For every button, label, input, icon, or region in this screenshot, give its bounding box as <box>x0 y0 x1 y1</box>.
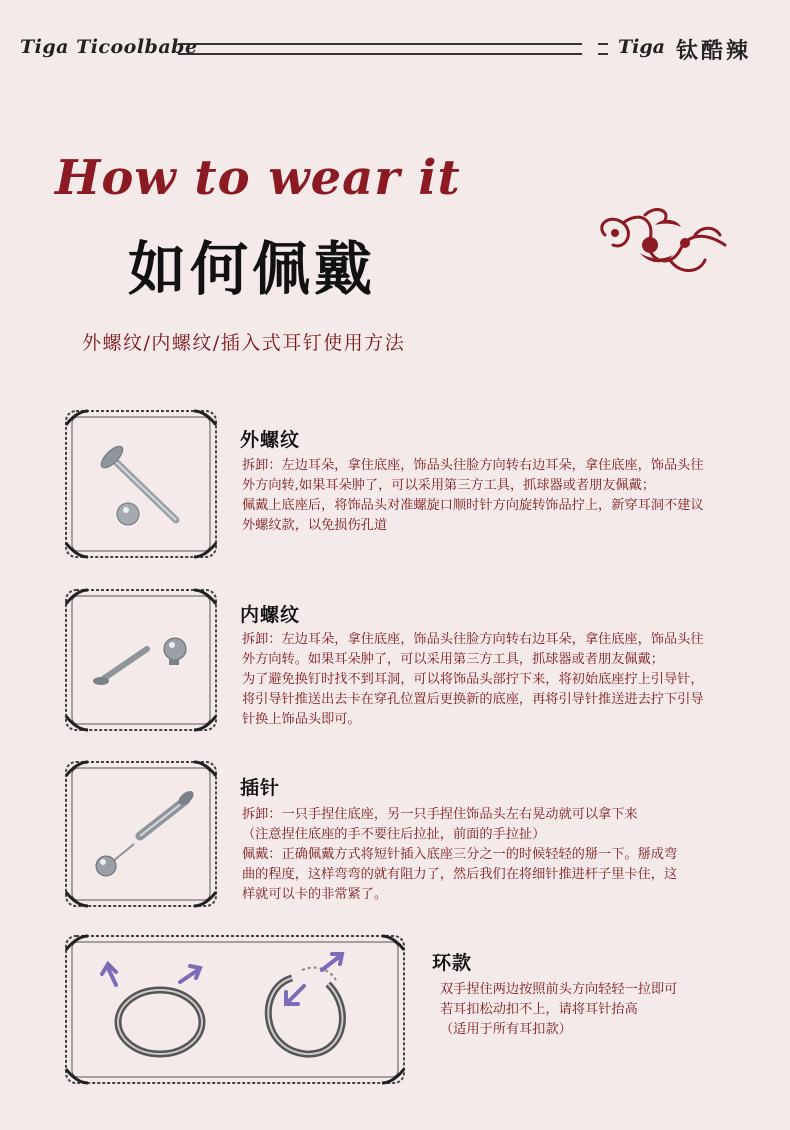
section-body-internal-thread <box>242 630 762 730</box>
image-frame-push-pin <box>62 758 220 910</box>
instruction-line: 为了避免换钉时找不到耳洞，可以将饰品头部拧下来，将初始底座拧上引导针， <box>242 672 704 687</box>
image-frame-internal-thread <box>62 586 220 734</box>
push-pin-earring-icon <box>82 780 202 890</box>
page-title-cn: 如何佩戴 <box>128 235 377 303</box>
instruction-line: 外方向转,如果耳朵肿了，可以采用第三方工具，抓球器或者朋友佩戴； <box>242 478 656 493</box>
internal-thread-earring-icon <box>87 621 197 701</box>
instruction-line: 将引导针推送出去卡在穿孔位置后更换新的底座，再将引导针推送进去拧下引导 <box>242 692 704 707</box>
section-body-external-thread <box>242 456 762 536</box>
section-title-hoop: 环款 <box>432 952 473 974</box>
header <box>0 0 790 80</box>
brand-logo-right-cn: 钛酷辣 <box>676 38 752 64</box>
ornament-flourish-icon <box>585 205 735 280</box>
brand-logo-right-en: Tiga <box>618 36 665 58</box>
section-body-hoop <box>440 980 760 1040</box>
header-divider-short <box>598 43 608 55</box>
instruction-line: 拆卸：一只手捏住底座，另一只手捏住饰品头左右晃动就可以拿下来 <box>242 807 638 822</box>
instruction-line: 外螺纹款，以免损伤孔道 <box>242 518 388 533</box>
instruction-line: 拆卸：左边耳朵，拿住底座，饰品头往脸方向转右边耳朵，拿住底座，饰品头往 <box>242 458 704 473</box>
brand-logo-left: Tiga Ticoolbabe <box>20 36 198 58</box>
instruction-line: （适用于所有耳扣款） <box>440 1022 572 1037</box>
image-frame-external-thread <box>62 407 220 561</box>
section-title-external-thread: 外螺纹 <box>240 429 301 451</box>
page-title-en: How to wear it <box>55 150 461 206</box>
instruction-line: 若耳扣松动扣不上，请将耳针抬高 <box>440 1002 638 1017</box>
instruction-line: 双手捏住两边按照前头方向轻轻一拉即可 <box>440 982 678 997</box>
instruction-line: 样就可以卡的非常紧了。 <box>242 887 388 902</box>
external-thread-earring-icon <box>92 432 192 532</box>
subtitle: 外螺纹/内螺纹/插入式耳钉使用方法 <box>82 332 406 354</box>
header-divider <box>178 43 582 55</box>
instruction-line: （注意捏住底座的手不要往后拉扯，前面的手拉扯） <box>242 827 546 842</box>
instruction-line: 外方向转。如果耳朵肿了，可以采用第三方工具，抓球器或者朋友佩戴； <box>242 652 664 667</box>
instruction-line: 佩戴：正确佩戴方式将短针插入底座三分之一的时候轻轻的掰一下。掰成弯 <box>242 847 678 862</box>
image-frame-hoop <box>62 932 408 1087</box>
hoop-earring-icon <box>92 950 382 1070</box>
instruction-line: 佩戴上底座后，将饰品头对准螺旋口顺时针方向旋转饰品拧上，新穿耳洞不建议 <box>242 498 704 513</box>
section-title-push-pin: 插针 <box>240 777 281 799</box>
instruction-line: 针换上饰品头即可。 <box>242 712 361 727</box>
instruction-line: 曲的程度，这样弯弯的就有阻力了，然后我们在将细针推进杆子里卡住，这 <box>242 867 678 882</box>
section-title-internal-thread: 内螺纹 <box>240 604 301 626</box>
instruction-line: 拆卸：左边耳朵，拿住底座，饰品头往脸方向转右边耳朵，拿住底座，饰品头往 <box>242 632 704 647</box>
section-body-push-pin <box>242 805 762 905</box>
